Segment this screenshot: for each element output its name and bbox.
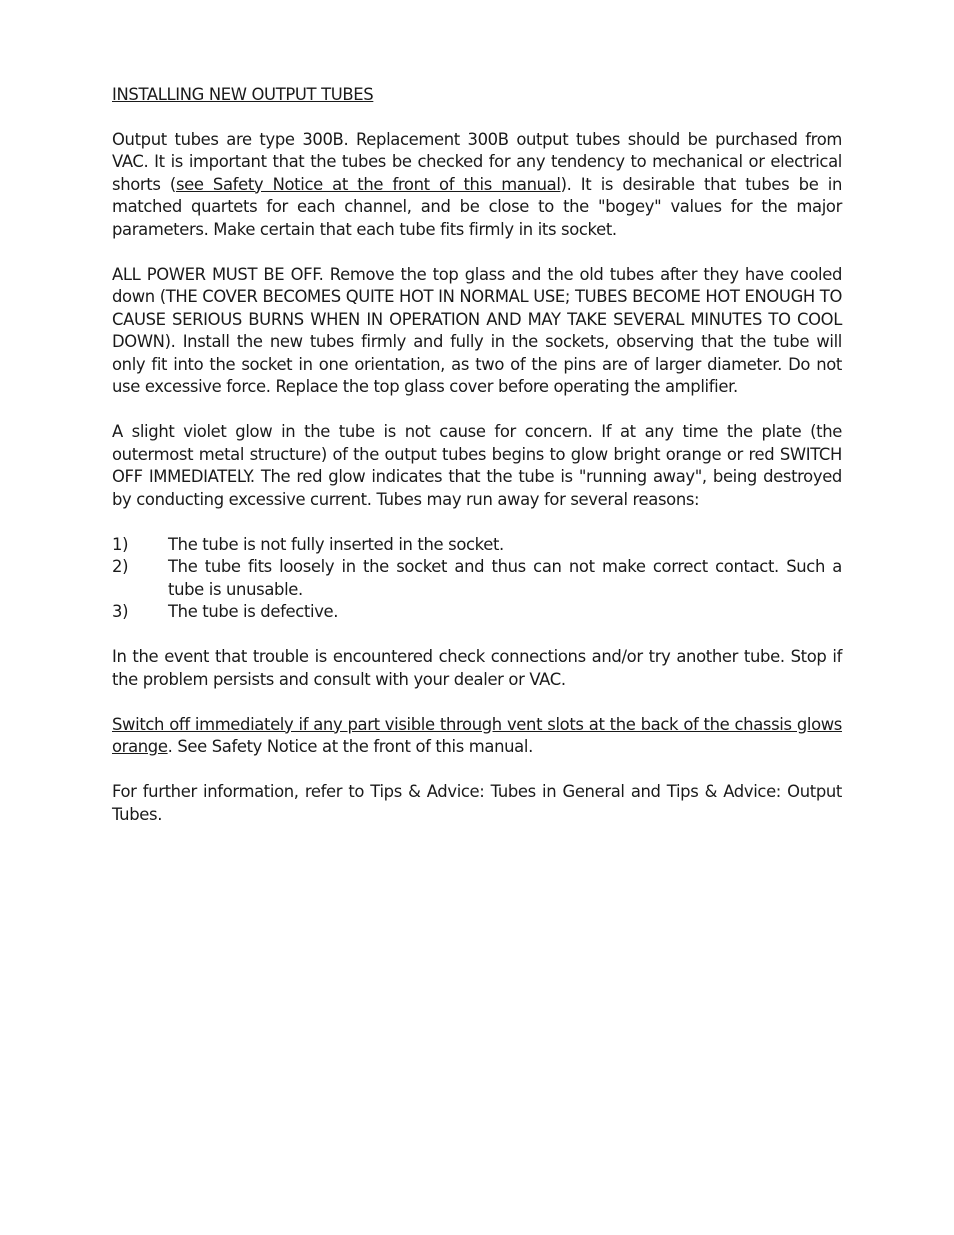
paragraph-text: Output tubes are type 300B. Replacement 300B output tubes should be purchased from VAC. It is important that the tubes be checked for any tendency to mechanical or electrical shorts ( — [112, 129, 842, 194]
safety-notice-reference: see Safety Notice at the front of this manual — [175, 174, 561, 194]
list-item-number: 2) — [112, 557, 129, 576]
section-heading: INSTALLING NEW OUTPUT TUBES — [112, 85, 374, 104]
paragraph-switch-off-warning — [112, 714, 842, 759]
list-item-number: 1) — [112, 534, 129, 554]
paragraph-text: ). It is desirable that tubes be in matched quartets for each channel, and be close to the "bogey" values for the major parameters. Make certain that each tube fits firmly in its socket. — [112, 174, 842, 239]
switch-off-warning: Switch off immediately if any part visible through vent slots at the back of the chassis glows orange — [112, 714, 842, 756]
list-item — [112, 601, 842, 624]
paragraph-trouble: In the event that trouble is encountered check connections and/or try another tube. Stop if the problem persists and consult with your dealer or VAC. — [112, 647, 842, 689]
list-item-text: The tube fits loosely in the socket and thus can not make correct contact. Such a tube is unusable. — [168, 557, 842, 599]
reasons-list — [112, 534, 842, 624]
paragraph-violet-glow: A slight violet glow in the tube is not cause for concern. If at any time the plate (the outermost metal structure) of the output tubes begins to glow bright orange or red SWITCH OFF IMMEDIATELY. The red glow indicates that the tube is "running away", being destroyed by conducting excessive current. Tubes may run away for several reasons: — [112, 422, 842, 509]
document-page — [112, 84, 842, 849]
list-item-number: 3) — [112, 602, 129, 621]
list-item — [112, 534, 842, 557]
paragraph-text: . See Safety Notice at the front of this manual. — [167, 737, 533, 756]
list-item — [112, 556, 842, 601]
list-item-text: The tube is not fully inserted in the socket. — [168, 534, 504, 554]
paragraph-further-info: For further information, refer to Tips & Advice: Tubes in General and Tips & Advice: Output Tubes. — [112, 782, 842, 824]
paragraph-output-tubes — [112, 129, 842, 242]
paragraph-power-off: ALL POWER MUST BE OFF. Remove the top glass and the old tubes after they have cooled down (THE COVER BECOMES QUITE HOT IN NORMAL USE; TUBES BECOME HOT ENOUGH TO CAUSE SERIOUS BURNS WHEN IN OPERATION AND MAY TAKE SEVERAL MINUTES TO COOL DOWN). Install the new tubes firmly and fully in the sockets, observing that the tube will only fit into the socket in one orientation, as two of the pins are of larger diameter. Do not use excessive force. Replace the top glass cover before operating the amplifier. — [112, 264, 842, 396]
list-item-text: The tube is defective. — [168, 602, 339, 621]
